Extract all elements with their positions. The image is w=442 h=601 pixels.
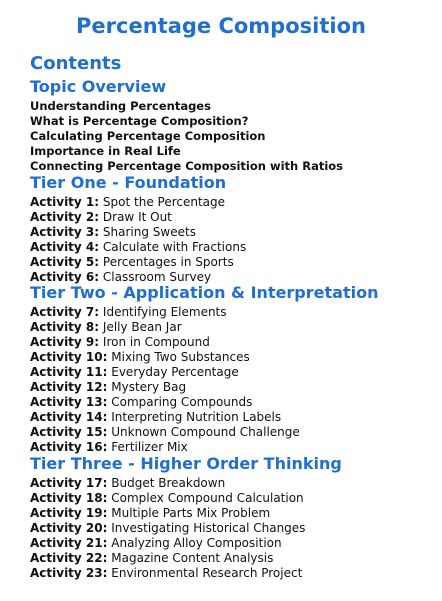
overview-item[interactable]: Connecting Percentage Composition with Ratios bbox=[30, 159, 344, 173]
activity-title: Investigating Historical Changes bbox=[111, 521, 306, 535]
activity-title: Identifying Elements bbox=[102, 305, 227, 319]
activity-item[interactable] bbox=[30, 210, 435, 225]
activity-item[interactable] bbox=[30, 521, 435, 536]
overview-item[interactable]: What is Percentage Composition? bbox=[30, 114, 249, 128]
activity-label: Activity 22: bbox=[30, 551, 108, 565]
activity-label: Activity 15: bbox=[30, 425, 108, 439]
activity-label: Activity 4: bbox=[30, 240, 100, 254]
section-heading-tier-two: Tier Two - Application & Interpretation bbox=[30, 283, 379, 302]
activity-item[interactable] bbox=[30, 225, 435, 240]
overview-item[interactable]: Calculating Percentage Composition bbox=[30, 129, 266, 143]
activity-title: Classroom Survey bbox=[102, 270, 212, 284]
activity-label: Activity 12: bbox=[30, 380, 108, 394]
activity-title: Budget Breakdown bbox=[111, 476, 226, 490]
activity-title: Multiple Parts Mix Problem bbox=[111, 506, 271, 520]
activity-label: Activity 9: bbox=[30, 335, 100, 349]
activity-title: Comparing Compounds bbox=[111, 395, 253, 409]
section-tier-one bbox=[30, 173, 435, 285]
section-tier-two bbox=[30, 283, 435, 455]
activity-item[interactable] bbox=[30, 425, 435, 440]
activity-title: Interpreting Nutrition Labels bbox=[111, 410, 282, 424]
activity-title: Everyday Percentage bbox=[111, 365, 239, 379]
activity-item[interactable] bbox=[30, 350, 435, 365]
tier-two-activity-list bbox=[30, 305, 435, 455]
activity-label: Activity 21: bbox=[30, 536, 108, 550]
activity-title: Fertilizer Mix bbox=[111, 440, 188, 454]
activity-label: Activity 6: bbox=[30, 270, 100, 284]
activity-label: Activity 10: bbox=[30, 350, 108, 364]
section-heading-tier-one: Tier One - Foundation bbox=[30, 173, 227, 192]
activity-title: Sharing Sweets bbox=[102, 225, 196, 239]
section-heading-tier-three: Tier Three - Higher Order Thinking bbox=[30, 454, 342, 473]
section-topic-overview bbox=[30, 77, 435, 174]
activity-label: Activity 13: bbox=[30, 395, 108, 409]
activity-label: Activity 17: bbox=[30, 476, 108, 490]
activity-item[interactable] bbox=[30, 365, 435, 380]
activity-item[interactable] bbox=[30, 195, 435, 210]
activity-item[interactable] bbox=[30, 320, 435, 335]
activity-title: Complex Compound Calculation bbox=[111, 491, 304, 505]
activity-item[interactable] bbox=[30, 491, 435, 506]
activity-item[interactable] bbox=[30, 335, 435, 350]
activity-title: Spot the Percentage bbox=[102, 195, 226, 209]
activity-title: Mixing Two Substances bbox=[111, 350, 250, 364]
tier-one-activity-list bbox=[30, 195, 435, 285]
activity-label: Activity 16: bbox=[30, 440, 108, 454]
activity-item[interactable] bbox=[30, 551, 435, 566]
activity-label: Activity 19: bbox=[30, 506, 108, 520]
activity-item[interactable] bbox=[30, 506, 435, 521]
activity-item[interactable] bbox=[30, 410, 435, 425]
section-tier-three bbox=[30, 454, 435, 581]
activity-title: Analyzing Alloy Composition bbox=[111, 536, 282, 550]
activity-title: Jelly Bean Jar bbox=[102, 320, 182, 334]
activity-title: Percentages in Sports bbox=[102, 255, 234, 269]
activity-label: Activity 11: bbox=[30, 365, 108, 379]
contents-heading: Contents bbox=[30, 53, 122, 74]
activity-item[interactable] bbox=[30, 440, 435, 455]
activity-title: Unknown Compound Challenge bbox=[111, 425, 300, 439]
overview-item[interactable]: Understanding Percentages bbox=[30, 99, 211, 113]
activity-title: Calculate with Fractions bbox=[102, 240, 247, 254]
activity-label: Activity 2: bbox=[30, 210, 100, 224]
activity-label: Activity 18: bbox=[30, 491, 108, 505]
activity-label: Activity 23: bbox=[30, 566, 108, 580]
section-heading-topic-overview: Topic Overview bbox=[30, 77, 167, 96]
activity-title: Draw It Out bbox=[102, 210, 172, 224]
activity-item[interactable] bbox=[30, 380, 435, 395]
document-title: Percentage Composition bbox=[76, 14, 366, 38]
activity-label: Activity 8: bbox=[30, 320, 100, 334]
overview-list bbox=[30, 99, 435, 174]
activity-item[interactable] bbox=[30, 255, 435, 270]
activity-title: Magazine Content Analysis bbox=[111, 551, 274, 565]
activity-label: Activity 1: bbox=[30, 195, 100, 209]
activity-title: Environmental Research Project bbox=[111, 566, 303, 580]
activity-title: Iron in Compound bbox=[102, 335, 210, 349]
activity-label: Activity 5: bbox=[30, 255, 100, 269]
tier-three-activity-list bbox=[30, 476, 435, 581]
activity-item[interactable] bbox=[30, 395, 435, 410]
activity-item[interactable] bbox=[30, 536, 435, 551]
activity-label: Activity 3: bbox=[30, 225, 100, 239]
overview-item[interactable]: Importance in Real Life bbox=[30, 144, 181, 158]
activity-item[interactable] bbox=[30, 240, 435, 255]
activity-item[interactable] bbox=[30, 566, 435, 581]
activity-item[interactable] bbox=[30, 476, 435, 491]
activity-label: Activity 20: bbox=[30, 521, 108, 535]
activity-label: Activity 7: bbox=[30, 305, 100, 319]
activity-item[interactable] bbox=[30, 305, 435, 320]
activity-label: Activity 14: bbox=[30, 410, 108, 424]
activity-title: Mystery Bag bbox=[111, 380, 187, 394]
